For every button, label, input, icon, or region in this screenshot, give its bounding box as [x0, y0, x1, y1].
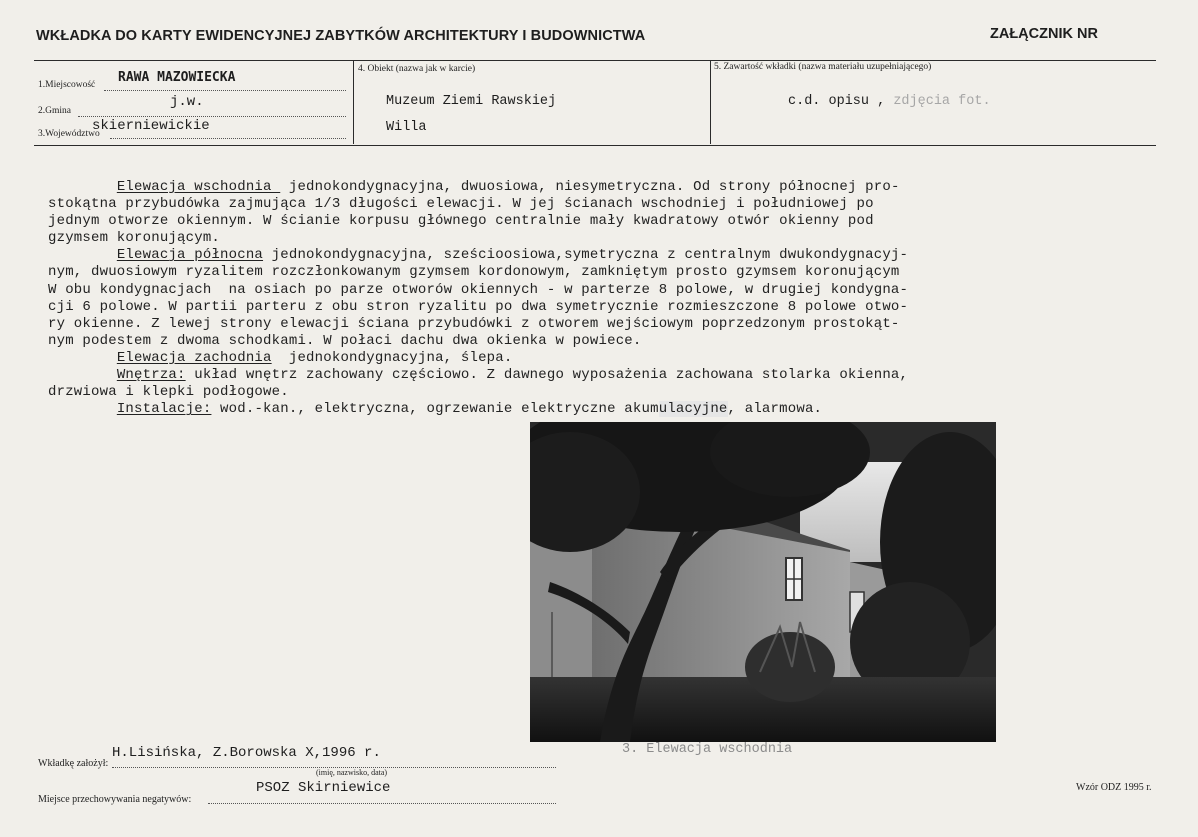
text-line: jednokondygnacyjna, dwuosiowa, niesymetryczna. Od strony północnej pro- — [280, 179, 900, 195]
photo-caption: 3. Elewacja wschodnia — [622, 742, 793, 757]
gmina-value: j.w. — [170, 94, 204, 110]
obiekt-type: Willa — [386, 120, 427, 135]
text-line: jednym otworze okiennym. W ścianie korpusu głównego centralnie mały kwadratowy otwór okienny pod — [48, 213, 874, 230]
text-line: stokątna przybudówka zajmująca 1/3 długości elewacji. W jej ścianach wschodniej i południowej po — [48, 196, 874, 213]
form-version: Wzór ODZ 1995 r. — [1076, 782, 1152, 793]
gmina-label: 2.Gmina — [38, 106, 71, 116]
obiekt-label: 4. Obiekt (nazwa jak w karcie) — [358, 64, 476, 74]
text-line: W obu kondygnacjach na osiach po parze otworów okiennych - w parterze 8 polowe, w drugiej kondygna- — [48, 281, 909, 298]
text-line: jednokondygnacyjna, sześcioosiowa,symetryczna z centralnym dwukondygnacyj- — [263, 247, 909, 264]
card-title: WKŁADKA DO KARTY EWIDENCYJNEJ ZABYTKÓW ARCHITEKTURY I BUDOWNICTWA — [36, 28, 646, 44]
wojewodztwo-value: skierniewickie — [92, 118, 210, 134]
corrected-text: ulacyjne — [658, 401, 728, 418]
wojewodztwo-line — [110, 138, 346, 139]
negatywy-value: PSOZ Skirniewice — [256, 780, 391, 796]
building-photo — [530, 422, 996, 742]
section-heading-east: Elewacja wschodnia — [116, 179, 281, 195]
text-line: nym, dwuosiowym ryzalitem rozczłonkowanym gzymsem kordonowym, zamkniętym prosto gzymsem koronującym — [48, 264, 900, 281]
text-line: drzwiowa i klepki podłogowe. — [48, 384, 289, 401]
zalozyl-value: H.Lisińska, Z.Borowska X,1996 r. — [112, 745, 381, 761]
text-line: cji 6 polowe. W partii parteru z obu stron ryzalitu po dwa symetrycznie rozmieszczone 8 polowe otwo- — [48, 298, 909, 315]
zawartosc-value-primary: c.d. opisu , — [788, 94, 886, 109]
miejscowosc-label: 1.Miejscowość — [38, 80, 96, 90]
text-line: jednokondygnacyjna, ślepa. — [271, 349, 513, 366]
section-heading-west: Elewacja zachodnia — [116, 349, 272, 366]
text-line: wod.-kan., elektryczna, ogrzewanie elektryczne akum — [211, 401, 659, 418]
miejscowosc-line — [104, 90, 346, 91]
description-text — [48, 179, 1058, 418]
zawartosc-label: 5. Zawartość wkładki (nazwa materiału uzupełniającego) — [714, 62, 932, 72]
negatywy-line — [208, 803, 556, 804]
text-line: , alarmowa. — [727, 401, 823, 418]
wojewodztwo-label: 3.Województwo — [38, 129, 100, 139]
miejscowosc-value: RAWA MAZOWIECKA — [118, 70, 236, 85]
section-heading-installations: Instalacje: — [116, 401, 212, 418]
section-heading-interiors: Wnętrza: — [116, 367, 186, 384]
gmina-line — [78, 116, 346, 117]
zalozyl-hint: (imię, nazwisko, data) — [316, 768, 388, 777]
text-line: układ wnętrz zachowany częściowo. Z dawnego wyposażenia zachowana stolarka okienna, — [185, 367, 909, 384]
negatywy-label: Miejsce przechowywania negatywów: — [38, 794, 192, 805]
obiekt-name: Muzeum Ziemi Rawskiej — [386, 94, 557, 109]
section-heading-north: Elewacja północna — [116, 247, 264, 264]
photo-image — [530, 422, 996, 742]
form-divider-1 — [353, 60, 354, 144]
appendix-number-label: ZAŁĄCZNIK NR — [990, 26, 1098, 42]
form-divider-2 — [710, 60, 711, 144]
text-line: nym podestem z dwoma schodkami. W połaci dachu dwa okienka w powiece. — [48, 332, 642, 349]
text-line: gzymsem koronującym. — [48, 230, 221, 247]
zawartosc-value-secondary: zdjęcia fot. — [893, 94, 991, 109]
zalozyl-label: Wkładkę założył: — [38, 758, 109, 769]
text-line: ry okienne. Z lewej strony elewacji ściana przybudówki z otworem wejściowym poprzedzonym prostokąt- — [48, 315, 900, 332]
